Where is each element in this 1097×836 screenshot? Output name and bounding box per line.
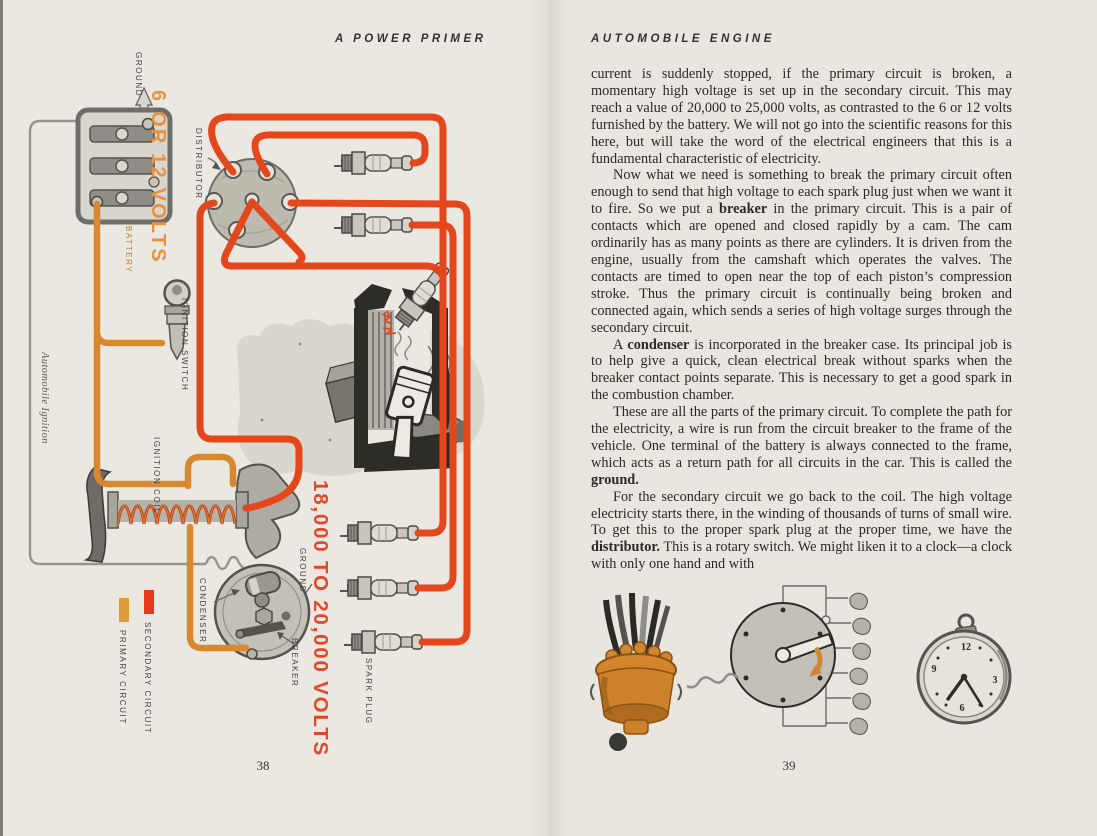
running-head-left: A POWER PRIMER (335, 33, 487, 45)
spark-plug-4 (340, 577, 418, 599)
spark-plug-5 (344, 631, 422, 653)
label-ground-top: GROUND (134, 52, 143, 98)
mini-spark-plugs (850, 593, 871, 734)
primary-circuit-wires (97, 204, 246, 648)
margin-note: Automobile Ignition (39, 352, 50, 444)
paragraph-2: Now what we need is something to break the primary circuit often enough to send that high voltage to each spark plug just when we want it to fire. So we put a breaker in the primary circuit. This is a pair of contacts which are opened and closed rapidly by a cam. The cam ordinarily has as many points as there are cylinders. It is driven from the engine, usually from the camshaft which operates the valves. The contacts are timed to open near the top of each piston’s compression stroke. Thus the primary circuit is continually being broken and connected again, which sends a series of high voltage surges through the secondary circuit. (591, 167, 1012, 336)
legend-swatch-primary (119, 598, 129, 622)
page-number-right: 39 (782, 758, 796, 773)
spark-plug-2 (334, 214, 412, 236)
page-right (548, 0, 1097, 836)
paragraph-5: For the secondary circuit we go back to the coil. The high voltage electricity starts there, in the winding of thousands of turns of small wire. To get this to the proper spark plug at the proper time, we have the distributor. This is a rotary switch. We might liken it to a clock—a clock with only one hand and with (591, 488, 1012, 573)
watch-numeral-12: 12 (961, 642, 971, 653)
page-number-left: 38 (256, 758, 270, 773)
watch-numeral-9: 9 (931, 664, 937, 675)
watch-numeral-6: 6 (959, 703, 965, 714)
scan-edge (0, 0, 3, 836)
label-ignition-switch: IGNITION SWITCH (180, 298, 189, 392)
label-ignition-coil: IGNITION COIL (152, 437, 161, 515)
rotary-switch-diagram (687, 586, 870, 734)
legend-label-primary: PRIMARY CIRCUIT (118, 630, 127, 725)
distributor-cap-illustration (591, 593, 681, 751)
paragraph-4: These are all the parts of the primary circuit. To complete the path for the electricity, a wire is run from the circuit breaker to the frame of the vehicle. One terminal of the battery is always connected to the frame, which acts as a return path for all circuits in the car. This is called the ground. (591, 404, 1012, 488)
legend-label-secondary: SECONDARY CIRCUIT (143, 622, 152, 735)
label-battery-volts: 6 OR 12 VOLTS (147, 90, 169, 264)
ignition-diagram (0, 0, 548, 836)
paragraph-1: current is suddenly stopped, if the primary circuit is broken, a momentary high voltage is set up in the secondary circuit. This may reach a value of 20,000 to 25,000 volts, as contrasted to the 6 or 12 volts furnished by the battery. We will not go into the scientific reasons for this here, but will take the word of the electrical engineers that this is a fundamental characteristic of electricity. (591, 66, 1012, 167)
bottom-illustrations (548, 0, 1097, 836)
watch-numeral-3: 3 (992, 675, 998, 686)
label-spark-plug: SPARK PLUG (364, 658, 373, 725)
page-left (0, 0, 548, 836)
running-head-right: AUTOMOBILE ENGINE (591, 33, 775, 45)
label-condenser: CONDENSER (198, 578, 207, 644)
label-distributor: DISTRIBUTOR (194, 128, 203, 200)
paragraph-3: A condenser is incorporated in the breaker case. Its principal job is to help give a quick, clean electrical break without sparks when the breaker contact points separate. This is necessary to get a good spark in the combustion chamber. (591, 336, 1012, 404)
spark-plug-3 (340, 522, 418, 544)
label-secondary-volts: 18,000 TO 20,000 VOLTS (309, 480, 332, 758)
pocket-watch-illustration (918, 615, 1010, 723)
circuit-legend (118, 590, 154, 734)
label-ground-bottom: GROUND (298, 548, 307, 594)
label-battery: BATTERY (124, 226, 133, 274)
label-breaker: BREAKER (290, 638, 299, 688)
spark-plug-1 (334, 152, 412, 174)
legend-swatch-secondary (144, 590, 154, 614)
